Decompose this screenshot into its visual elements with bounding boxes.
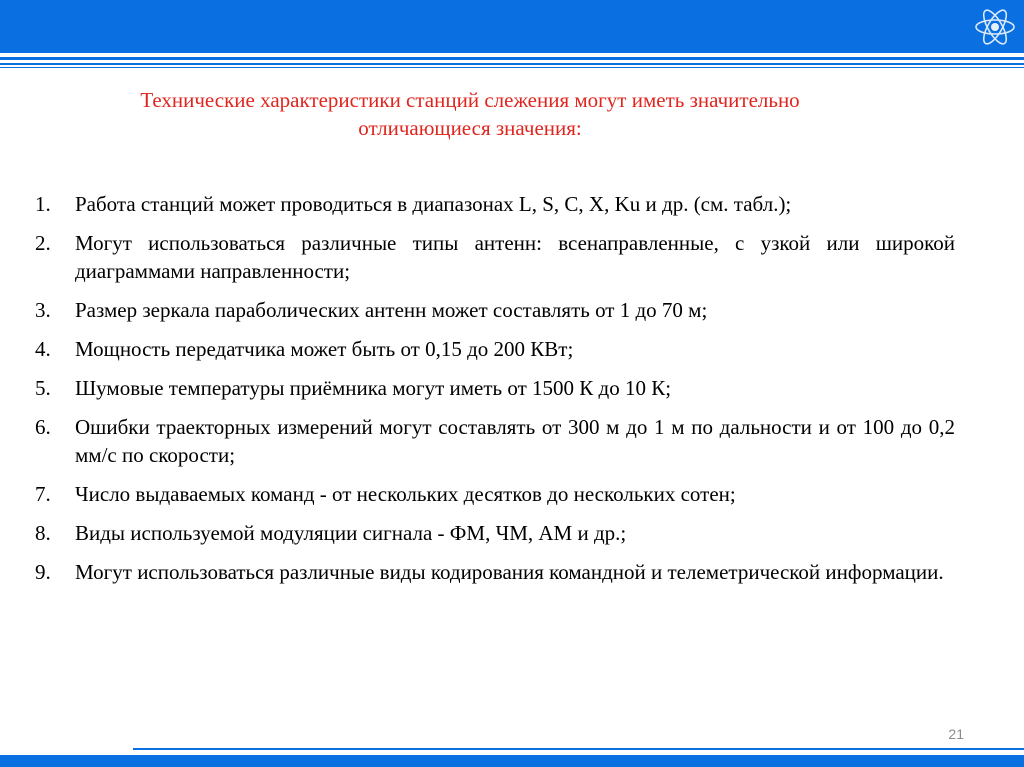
list-item <box>35 558 955 586</box>
header-stripe <box>0 67 1024 68</box>
list-item <box>35 519 955 547</box>
list-item-text: Ошибки траекторных измерений могут составлять от 300 м до 1 м по дальности и от 100 до 0,2 мм/с по скорости; <box>75 415 955 467</box>
header-stripe <box>0 57 1024 60</box>
list-item <box>35 296 955 324</box>
list-item-text: Число выдаваемых команд - от нескольких десятков до нескольких сотен; <box>75 482 736 506</box>
slide-title-line-2: отличающиеся значения: <box>358 116 582 140</box>
list-item-number: 1. <box>35 192 51 216</box>
list-item-number: 2. <box>35 231 51 255</box>
list-item-number: 8. <box>35 521 51 545</box>
list-item-number: 6. <box>35 415 51 439</box>
list-item <box>35 190 955 218</box>
atom-icon <box>972 4 1018 50</box>
list-item-number: 9. <box>35 560 51 584</box>
list-item-text: Работа станций может проводиться в диапазонах L, S, C, X, Ku и др. (см. табл.); <box>75 192 792 216</box>
list-item-text: Шумовые температуры приёмника могут иметь от 1500 К до 10 К; <box>75 376 672 400</box>
footer-bar <box>0 755 1024 767</box>
header-stripe <box>0 63 1024 65</box>
slide-title-line-1: Технические характеристики станций слежения могут иметь значительно <box>140 88 800 112</box>
list-item <box>35 335 955 363</box>
list-item <box>35 413 955 469</box>
header-bar <box>0 0 1024 53</box>
list-item <box>35 480 955 508</box>
slide-title <box>100 86 840 142</box>
list-item-number: 5. <box>35 376 51 400</box>
list-item-number: 7. <box>35 482 51 506</box>
list-item-text: Размер зеркала параболических антенн может составлять от 1 до 70 м; <box>75 298 708 322</box>
list-item-text: Мощность передатчика может быть от 0,15 до 200 КВт; <box>75 337 574 361</box>
characteristics-list <box>35 190 955 597</box>
list-item-number: 3. <box>35 298 51 322</box>
list-item <box>35 229 955 285</box>
list-item-text: Виды используемой модуляции сигнала - ФМ, ЧМ, АМ и др.; <box>75 521 627 545</box>
list-item-text: Могут использоваться различные типы антенн: всенаправленные, с узкой или широкой диаграммами направленности; <box>75 231 955 283</box>
footer-line <box>133 748 1024 750</box>
list-item-text: Могут использоваться различные виды кодирования командной и телеметрической информации. <box>75 560 944 584</box>
list-item <box>35 374 955 402</box>
list-item-number: 4. <box>35 337 51 361</box>
page-number: 21 <box>948 726 964 742</box>
